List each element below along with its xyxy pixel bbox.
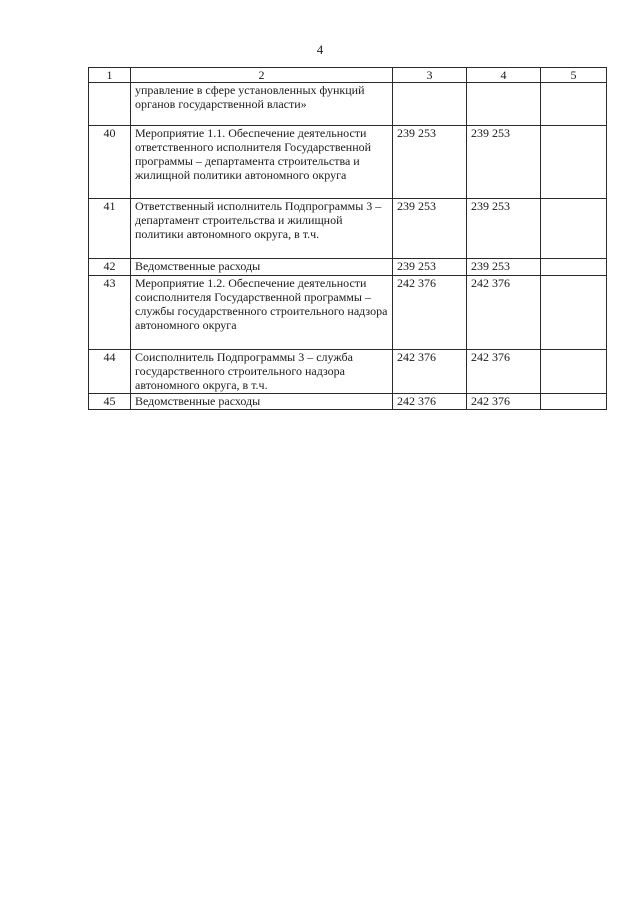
row-number-cell: 41 <box>89 199 131 259</box>
description-cell: управление в сфере установленных функций органов государственной власти» <box>131 83 393 126</box>
row-number-cell: 45 <box>89 394 131 410</box>
value-cell-5 <box>541 259 607 276</box>
value-cell-3: 242 376 <box>393 276 467 350</box>
value-cell-4: 239 253 <box>467 259 541 276</box>
value-cell-5 <box>541 126 607 199</box>
value-cell-5 <box>541 394 607 410</box>
value-cell-3 <box>393 83 467 126</box>
value-cell-5 <box>541 350 607 394</box>
value-cell-5 <box>541 83 607 126</box>
table-header-row <box>89 68 607 83</box>
value-cell-3: 242 376 <box>393 350 467 394</box>
table-row <box>89 276 607 350</box>
column-header: 1 <box>89 68 131 83</box>
value-cell-3: 239 253 <box>393 259 467 276</box>
value-cell-4 <box>467 83 541 126</box>
budget-table <box>88 67 607 410</box>
description-cell: Ведомственные расходы <box>131 394 393 410</box>
value-cell-5 <box>541 276 607 350</box>
row-number-cell: 40 <box>89 126 131 199</box>
row-number-cell: 44 <box>89 350 131 394</box>
description-cell: Соисполнитель Подпрограммы 3 – служба государственного строительного надзора автономного округа, в т.ч. <box>131 350 393 394</box>
row-number-cell <box>89 83 131 126</box>
value-cell-3: 242 376 <box>393 394 467 410</box>
value-cell-3: 239 253 <box>393 199 467 259</box>
value-cell-4: 239 253 <box>467 199 541 259</box>
table-row <box>89 126 607 199</box>
description-cell: Мероприятие 1.2. Обеспечение деятельности соисполнителя Государственной программы – службы государственного строительного надзора автономного округа <box>131 276 393 350</box>
column-header: 4 <box>467 68 541 83</box>
value-cell-3: 239 253 <box>393 126 467 199</box>
value-cell-4: 242 376 <box>467 350 541 394</box>
column-header: 3 <box>393 68 467 83</box>
row-number-cell: 43 <box>89 276 131 350</box>
table-row <box>89 259 607 276</box>
value-cell-5 <box>541 199 607 259</box>
table-row <box>89 394 607 410</box>
page-number: 4 <box>316 42 324 57</box>
table-row <box>89 350 607 394</box>
description-cell: Ответственный исполнитель Подпрограммы 3 – департамент строительства и жилищной политики автономного округа, в т.ч. <box>131 199 393 259</box>
column-header: 2 <box>131 68 393 83</box>
column-header: 5 <box>541 68 607 83</box>
description-cell: Ведомственные расходы <box>131 259 393 276</box>
table-row <box>89 83 607 126</box>
value-cell-4: 242 376 <box>467 394 541 410</box>
description-cell: Мероприятие 1.1. Обеспечение деятельности ответственного исполнителя Государственной программы – департамента строительства и жилищной политики автономного округа <box>131 126 393 199</box>
row-number-cell: 42 <box>89 259 131 276</box>
value-cell-4: 242 376 <box>467 276 541 350</box>
table-row <box>89 199 607 259</box>
value-cell-4: 239 253 <box>467 126 541 199</box>
